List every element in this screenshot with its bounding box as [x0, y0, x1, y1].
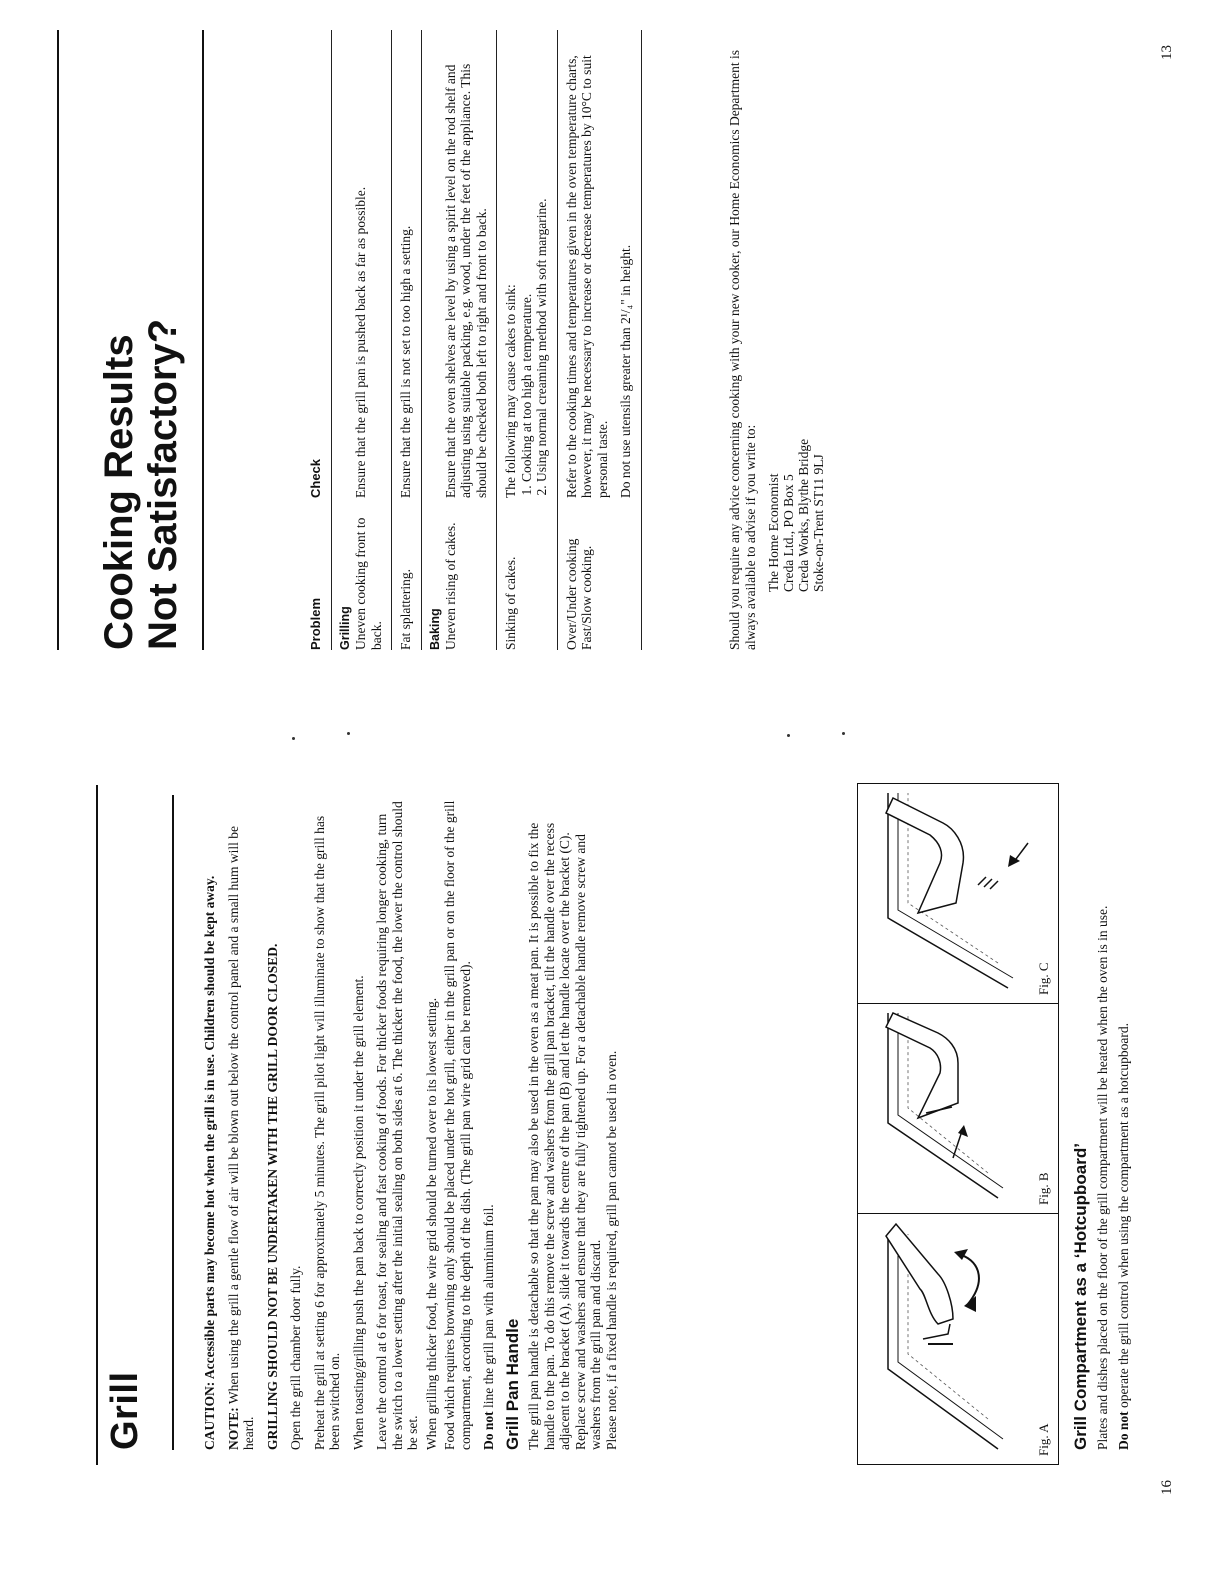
warning-text: GRILLING SHOULD NOT BE UNDERTAKEN WITH THE GRILL DOOR CLOSED.	[264, 943, 280, 1450]
list-item: 2. Using normal creaming method with soft margarine.	[534, 30, 550, 482]
page-title-right	[97, 319, 185, 650]
hotcup-text: Plates and dishes placed on the floor of the grill compartment will be heated when the oven is in use.	[1094, 905, 1110, 1450]
hotcupboard-section	[1067, 750, 1138, 1450]
do-not-paragraph	[481, 795, 497, 1450]
header-rule-right	[57, 30, 59, 650]
hotcup-donot-label: Do not	[1116, 1411, 1131, 1450]
handle-note: Please note, if a fixed handle is required, grill pan cannot be used in oven.	[603, 1050, 619, 1450]
figure-c	[858, 783, 1058, 1004]
paragraph: Food which requires browning only should be placed under the hot grill, either in the grill pan or on the floor of the grill compartment, according to the depth of the dish. (The grill pan wire grid can be removed).	[442, 800, 473, 1450]
scan-speck	[842, 732, 845, 735]
address-line: The Home Economist	[766, 473, 781, 592]
note-label: NOTE:	[225, 1407, 241, 1450]
advice-section	[727, 30, 826, 650]
scan-speck	[347, 732, 350, 735]
paragraph: Open the grill chamber door fully.	[288, 1265, 303, 1450]
address-line: Creda Ltd., PO Box 5	[781, 474, 796, 592]
top-rule-left	[172, 795, 174, 1450]
header-rule-left	[96, 785, 98, 1465]
title-rule	[202, 30, 204, 650]
check-cell: Ensure that the oven shelves are level by using a spirit level on the rod shelf and adjusting using suitable packing, e.g. wood, under the feet of the appliance. This should be checked both left to right and front to back.	[442, 63, 489, 498]
paragraph: When toasting/grilling push the pan back to correctly position it under the grill element.	[350, 975, 366, 1450]
table-row	[391, 30, 421, 650]
check-cell: Ensure that the grill pan is pushed back as far as possible.	[352, 186, 368, 498]
handle-heading: Grill Pan Handle	[502, 1318, 522, 1450]
hotcup-donot-text: operate the grill control when using the compartment as a hotcupboard.	[1116, 1022, 1131, 1408]
section-baking: Baking	[427, 608, 442, 650]
grill-instructions	[202, 795, 627, 1450]
check-cell: Ensure that the grill is not set to too high a setting.	[398, 225, 413, 498]
problem-text: Uneven rising of cakes.	[443, 522, 458, 650]
scan-speck	[787, 734, 790, 737]
problem-cell	[428, 500, 490, 650]
grill-pan-handle-illustration-b	[858, 1003, 1058, 1213]
table-row	[331, 30, 392, 650]
page-number-left: 16	[1159, 1480, 1175, 1495]
check-text: Do not use utensils greater than 2¹/₄" in height.	[618, 244, 633, 498]
header-check: Check	[308, 458, 323, 498]
table-header-row	[302, 30, 331, 650]
address-line: Stoke-on-Trent ST11 9LJ	[811, 454, 826, 592]
troubleshooting-table	[302, 30, 642, 650]
paragraph: Preheat the grill at setting 6 for approximately 5 minutes. The grill pilot light will illuminate to show that the grill has been switched on.	[311, 815, 342, 1450]
section-grilling: Grilling	[337, 606, 352, 650]
figure-a	[858, 1214, 1058, 1464]
address-line: Creda Works, Blythe Bridge	[796, 438, 811, 592]
check-text: Refer to the cooking times and temperatures given in the oven temperature charts, however, it may be necessary to increase or decrease temperatures by 10°C to suit personal taste.	[563, 55, 610, 498]
document-sheet	[12, 40, 1207, 1545]
title-line-1: Cooking Results	[97, 334, 141, 650]
problem-cell: Fat splattering.	[398, 569, 413, 650]
address-block	[766, 30, 826, 592]
note-paragraph	[226, 795, 257, 1450]
caution-text: CAUTION: Accessible parts may become hot when the grill is in use. Children should be kept away.	[202, 875, 217, 1450]
problem-cell: Over/Under cooking Fast/Slow cooking.	[563, 538, 594, 650]
hotcup-heading: Grill Compartment as a ‘Hotcupboard’	[1071, 1143, 1090, 1450]
page-number-right: 13	[1159, 45, 1175, 60]
problem-cell: Sinking of cakes.	[503, 556, 518, 650]
table-row	[557, 30, 642, 650]
hotcup-donot	[1116, 750, 1132, 1450]
table-row	[496, 30, 557, 650]
check-cell	[503, 30, 550, 500]
scan-speck	[292, 737, 295, 740]
figure-b	[858, 1003, 1058, 1214]
sinking-intro: The following may cause cakes to sink:	[503, 284, 518, 498]
do-not-text: line the grill pan with aluminium foil.	[481, 1204, 496, 1408]
note-text: When using the grill a gentle flow of air will be blown out below the control panel and a small hum will be heard.	[225, 825, 256, 1450]
table-row	[421, 30, 497, 650]
header-problem: Problem	[308, 597, 323, 650]
problem-text: Uneven cooking front to back.	[353, 517, 384, 650]
list-item: 1. Cooking at too high a temperature.	[519, 30, 535, 482]
paragraph: When grilling thicker food, the wire grid should be turned over to its lowest setting.	[423, 997, 439, 1450]
paragraph: Leave the control at 6 for toast, for sealing and fast cooking of foods. For thicker foods requiring longer cooking, turn the switch to a lower setting after the initial sealing on both sides at 6. The thicker the food, the lower the control should be set.	[374, 801, 420, 1450]
sinking-list	[519, 30, 550, 498]
title-line-2: Not Satisfactory?	[141, 318, 185, 650]
advice-text: Should you require any advice concerning cooking with your new cooker, our Home Economics Department is always available to advise if you write to:	[727, 49, 758, 650]
figures-panel	[857, 783, 1059, 1465]
grill-pan-handle-illustration-a	[858, 1214, 1058, 1464]
page-title: Grill	[104, 1371, 146, 1450]
do-not-label: Do not	[481, 1411, 496, 1450]
handle-text: The grill pan handle is detachable so that the pan may also be used in the oven as a meat pan. It is possible to fix the handle to the pan. To do this remove the screw and washers from the grill pan bracket, tilt the handle over the recess adjacent to the bracket (A), slide it towards the centre of the pan (B) and let the handle locate over the bracket (C). Replace screw and washers and ensure that they are fully tightened up. For a detachable handle remove screw and washers from the grill pan and discard.	[526, 822, 603, 1450]
fig-a-label: Fig. A	[1036, 1423, 1051, 1456]
grill-pan-handle-illustration-c	[858, 783, 1058, 1003]
fig-c-label: Fig. C	[1036, 962, 1051, 995]
fig-b-label: Fig. B	[1036, 1172, 1051, 1205]
check-cell	[564, 30, 634, 500]
problem-cell	[338, 500, 385, 650]
